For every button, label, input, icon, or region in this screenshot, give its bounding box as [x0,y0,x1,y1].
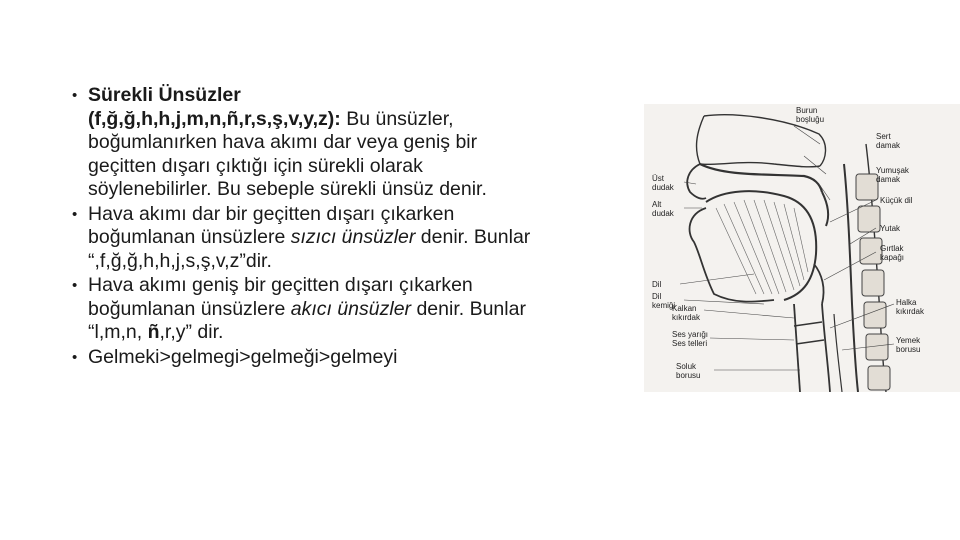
label-alt-dudak: Alt dudak [652,200,674,218]
bullet-list [66,84,536,370]
bullet-1-text: Bu ünsüzler, boğumlanırken hava akımı dar veya geniş bir geçitten dışarı çıktığı için sürekli olarak söylenebilirler. Bu sebeple sürekli ünsüz denir. [88,107,487,200]
label-yemek-borusu: Yemek borusu [896,336,921,354]
bullet-2-term: sızıcı ünsüzler [290,226,416,248]
bullet-item-4 [66,346,536,370]
label-halka-kikirdak: Halka kıkırdak [896,298,925,316]
bullet-1-letters: (f,ğ,ğ,h,h,j,m,n,ñ,r,s,ş,v,y,z): [88,107,341,130]
label-yutak: Yutak [880,224,901,233]
bullet-dot: • [72,205,78,223]
label-ust-dudak: Üst dudak [652,174,674,192]
bullet-4-text: Gelmeki>gelmegi>gelmeği>gelmeyi [88,345,398,368]
label-girtlak-kapagi: Gırtlak kapağı [880,244,905,262]
bullet-2-post: denir. Bunlar “,f,ğ,ğ,h,h,j,s,ş,v,z”dir. [88,226,531,272]
bullet-dot: • [72,348,78,366]
bullet-dot: • [72,87,78,104]
bullet-item-1 [66,84,536,202]
bullet-1-title: Sürekli Ünsüzler [88,84,241,106]
label-sert-damak: Sert damak [876,132,901,150]
vocal-tract-diagram [644,104,960,392]
bullet-dot: • [72,277,78,294]
bullet-3-post: denir. Bunlar “l,m,n, [88,297,526,343]
bullet-item-2 [66,203,536,274]
bullet-2-pre: Hava akımı dar bir geçitten dışarı çıkarken boğumlanan ünsüzlere [88,202,455,248]
bullet-item-3 [66,274,536,345]
label-yumusak-damak: Yumuşak damak [876,166,909,184]
label-soluk-borusu: Soluk borusu [676,362,701,380]
bullet-3-pre: Hava akımı geniş bir geçitten dışarı çıkarken boğumlanan ünsüzlere [88,274,473,320]
label-dil: Dil [652,280,662,289]
bullet-3-post2: ,r,y” dir. [159,321,224,343]
label-dil-kemigi: Dil kemiği [652,292,676,310]
label-kucuk-dil: Küçük dil [880,196,913,205]
label-burun-boslugu: Burun boşluğu [796,106,825,124]
label-ses-yarigi: Ses yarığı Ses telleri [672,330,709,348]
label-kalkan-kikirdak: Kalkan kıkırdak [672,304,701,322]
bullet-3-bold-letter: ñ [147,321,160,343]
bullet-3-term: akıcı ünsüzler [290,297,412,320]
